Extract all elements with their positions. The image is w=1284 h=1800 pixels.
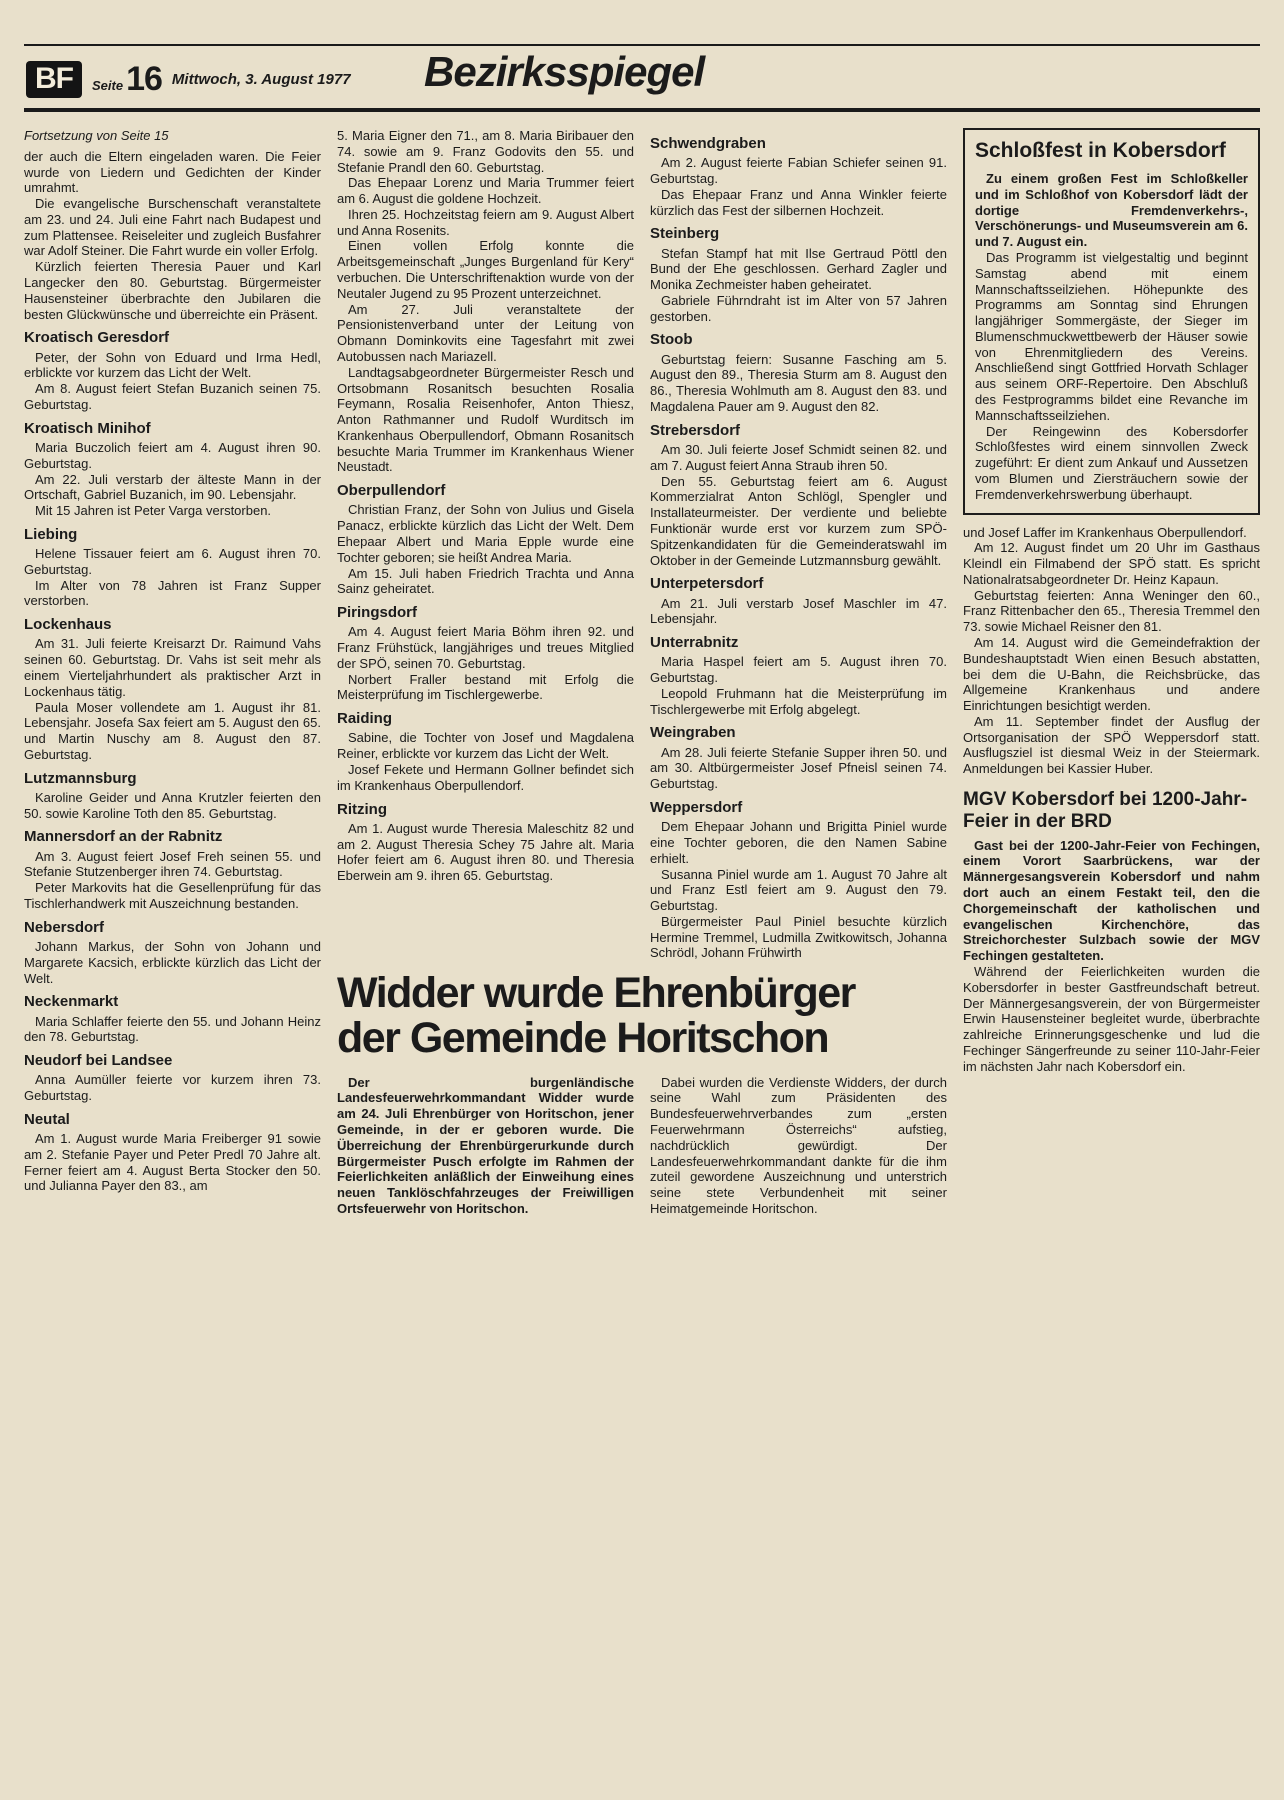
paragraph: Norbert Fraller bestand mit Erfolg die Meisterprüfung im Tischlergewerbe. <box>337 671 634 703</box>
box-heading: Schloßfest in Kobersdorf <box>975 139 1226 162</box>
paragraph: Helene Tissauer feiert am 6. August ihren 70. Geburtstag. <box>24 546 321 577</box>
paragraph: Geburtstag feierten: Anna Weninger den 60., Franz Rittenbacher den 65., Theresia Tremmel den 73. sowie Michael Reisner den 81. <box>963 587 1260 635</box>
paragraph: Am 27. Juli veranstaltete der Pensionistenverband unter der Leitung von Obmann Dominkovits eine Tagesfahrt mit zwei Autobussen nach Mariazell. <box>337 301 634 364</box>
paragraph: Maria Schlaffer feierte den 55. und Johann Heinz den 78. Geburtstag. <box>24 1013 321 1045</box>
section-heading: Neutal <box>24 1110 70 1128</box>
section-heading: Lutzmannsburg <box>24 769 137 787</box>
paragraph: Peter, der Sohn von Eduard und Irma Hedl, erblickte vor kurzem das Licht der Welt. <box>24 349 321 381</box>
masthead-logo: BF <box>26 61 82 98</box>
paper-title: Bezirksspiegel <box>424 48 705 95</box>
section-heading: Ritzing <box>337 800 387 818</box>
paragraph: Einen vollen Erfolg konnte die Arbeitsgemeinschaft „Junges Burgenland für Kery“ verbuchen. Die Unterschriftenaktion wurde von der Neutaler Jugend zu 95 Prozent unterzeichnet. <box>337 238 634 301</box>
paragraph: Dem Ehepaar Johann und Brigitta Piniel wurde eine Tochter geboren, die den Namen Sabine erhielt. <box>650 819 947 866</box>
section-heading: Neudorf bei Landsee <box>24 1052 173 1070</box>
box-body <box>975 171 1248 502</box>
paragraph: Am 1. August wurde Theresia Maleschitz 82 und am 2. August Theresia Schey 75 Jahre alt. Maria Hofer feiert am 6. August ihren 80. und Theresia Eberwein am 9. ihren 65. Geburtstag. <box>337 820 634 884</box>
section-heading: Nebersdorf <box>24 918 105 936</box>
column-3 <box>650 128 947 961</box>
paragraph: Johann Markus, der Sohn von Johann und Margarete Kacsich, erblickte kürzlich das Licht der Welt. <box>24 939 321 986</box>
paragraph: Ihren 25. Hochzeitstag feiern am 9. August Albert und Anna Rosenits. <box>337 206 634 238</box>
section-heading: Kroatisch Geresdorf <box>24 329 170 347</box>
paragraph: Sabine, die Tochter von Josef und Magdalena Reiner, erblickte vor kurzem das Licht der Welt. <box>337 730 634 762</box>
header-rule <box>24 108 1260 112</box>
paragraph: Am 1. August wurde Maria Freiberger 91 sowie am 2. Stefanie Payer und Peter Predl 70 Jahre alt. Ferner feiert am 4. August Berta Stocker den 50. und Julianna Payer den 83., am <box>24 1131 321 1194</box>
paragraph: Anna Aumüller feierte vor kurzem ihren 73. Geburtstag. <box>24 1072 321 1104</box>
section-heading: Unterpetersdorf <box>650 575 764 593</box>
section-heading: Stoob <box>650 331 693 349</box>
paragraph: Leopold Fruhmann hat die Meisterprüfung im Tischlergewerbe mit Erfolg abgelegt. <box>650 685 947 717</box>
paragraph: Josef Fekete und Hermann Gollner befindet sich im Krankenhaus Oberpullendorf. <box>337 762 634 793</box>
paragraph: Susanna Piniel wurde am 1. August 70 Jahre alt und Franz Estl feiert am 9. August den 79. Geburtstag. <box>650 866 947 914</box>
page-content <box>24 128 1260 1217</box>
paragraph: Bürgermeister Paul Piniel besuchte kürzlich Hermine Tremmel, Ludmilla Zwitkowitsch, Johanna Schrödl, Johann Frühwirth <box>650 913 947 961</box>
feature-article <box>337 971 947 1216</box>
section-heading: Unterrabnitz <box>650 634 739 652</box>
paragraph: Peter Markovits hat die Gesellenprüfung für das Tischlerhandwerk mit Auszeichnung bestanden. <box>24 880 321 911</box>
paragraph: Am 11. September findet der Ausflug der Ortsorganisation der SPÖ Weppersdorf statt. Ausflugsziel ist diesmal Weiz in der Steiermark. Anmeldungen bei Kassier Huber. <box>963 713 1260 777</box>
paragraph: Geburtstag feiern: Susanne Fasching am 5. August den 89., Theresia Sturm am 8. August den 86., Theresia Wohlmuth am 8. August den 83. und Magdalena Pauer am 9. August den 82. <box>650 351 947 415</box>
paragraph: Christian Franz, der Sohn von Julius und Gisela Panacz, erblickte kürzlich das Licht der Welt. Dem Ehepaar Albert und Maria Epple wurde eine Tochter geboren; sie heißt Andrea Maria. <box>337 502 634 565</box>
paragraph: Fortsetzung von Seite 15 <box>24 128 169 143</box>
section-heading: Raiding <box>337 710 392 728</box>
section-heading: Mannersdorf an der Rabnitz <box>24 828 223 846</box>
paragraph: und Josef Laffer im Krankenhaus Oberpullendorf. <box>963 524 1247 540</box>
paragraph: Am 8. August feiert Stefan Buzanich seinen 75. Geburtstag. <box>24 381 321 412</box>
paragraph: Am 28. Juli feierte Stefanie Supper ihren 50. und am 30. Altbürgermeister Josef Pfneisl seinen 74. Geburtstag. <box>650 744 947 792</box>
paragraph: Am 15. Juli haben Friedrich Trachta und Anna Sainz geheiratet. <box>337 565 634 597</box>
column-4 <box>963 128 1260 1217</box>
paragraph: Das Programm ist vielgestaltig und beginnt Samstag abend mit einem Mannschaftsseilziehen. Höhepunkte des Programms am Sonntag sind Ehrungen langjähriger Sommergäste, der Sieger im Blumenschmuckwettbewerb der Häuser sowie von Ehrenmitgliedern des Vereins. Anschließend singt Gottfried Horvath Schlager aus seinem ORF-Repertoire. Den Abschluß des Festprogramms bildet eine Revanche im Mannschaftsseilziehen. <box>975 250 1248 423</box>
feature-headline-line-1: Widder wurde Ehrenbürger <box>337 969 855 1018</box>
paragraph: Der Reingewinn des Kobersdorfer Schloßfestes wird einem sinnvollen Zweck zugeführt: Er dient zum Ankauf und Aussetzen vom Blumen und Ziersträuchern sowie der Fremdenverkehrswerbung überhaupt. <box>975 423 1248 502</box>
section-heading: Weingraben <box>650 724 736 742</box>
paragraph: Den 55. Geburtstag feiert am 6. August Kommerzialrat Anton Schlögl, Spengler und Installateurmeister. Der verdiente und beliebte Funktionär wurde erst vor kurzem zum SPÖ-Spitzenkandidaten für die Gemeinderatswahl im Oktober in der Gemeinde Lutzmannsburg gewählt. <box>650 473 947 568</box>
feature-body: Dabei wurden die Verdienste Widders, der durch seine Wahl zum Präsidenten des Bundesfeuerwehrverbandes zum „ersten Feuerwehrmann Österreichs“ aufstieg, nachdrücklich gewürdigt. Der Landesfeuerwehrkommandant dankte für die ihm zuteil gewordene Auszeichnung und unterstrich seine stete Verbundenheit mit seiner Heimatgemeinde Horitschon. <box>650 1074 947 1216</box>
paragraph: Während der Feierlichkeiten wurden die Kobersdorfer in bester Gastfreundschaft betreut. Der Männergesangsverein, der von Bürgermeister Erwin Hausensteiner begleitet wurde, überbrachte zahlreiche Erinnerungsgeschenke und lud die Fechinger Sängerfreunde zu seiner 110-Jahr-Feier im nächsten Jahr nach Kobersdorf ein. <box>963 963 1260 1074</box>
paragraph: Zu einem großen Fest im Schloßkeller und im Schloßhof von Kobersdorf lädt der dortige Fremdenverkehrs-, Verschönerungs- und Museumsverein am 6. und 7. August ein. <box>975 171 1248 250</box>
paragraph: Das Ehepaar Lorenz und Maria Trummer feiert am 6. August die goldene Hochzeit. <box>337 175 634 207</box>
paragraph: Am 21. Juli verstarb Josef Maschler im 47. Lebensjahr. <box>650 595 947 627</box>
paragraph: der auch die Eltern eingeladen waren. Die Feier wurde von Liedern und Gedichten der Kinder umrahmt. <box>24 148 321 196</box>
issue-date: Mittwoch, 3. August 1977 <box>171 70 351 88</box>
feature-lead: Der burgenländische Landesfeuerwehrkommandant Widder wurde am 24. Juli Ehrenbürger von Horitschon, jener Gemeinde, in der er geboren wurde. Die Überreichung der Ehrenbürgerurkunde durch Bürgermeister Pusch erfolgte im Rahmen der Feierlichkeiten anläßlich der Einweihung eines neuen Tanklöschfahrzeuges der Freiwilligen Ortsfeuerwehr von Horitschon. <box>337 1074 634 1216</box>
paragraph: Paula Moser vollendete am 1. August ihr 81. Lebensjahr. Josefa Sax feiert am 5. August den 65. und Martin Nuschy am 8. August den 87. Geburtstag. <box>24 699 321 762</box>
section-heading: Kroatisch Minihof <box>24 419 151 437</box>
paragraph: Am 12. August findet um 20 Uhr im Gasthaus Kleindl ein Filmabend der SPÖ statt. Es spricht Nationalratsabgeordneter Dr. Heinz Kapaun. <box>963 540 1260 587</box>
paragraph: Am 2. August feierte Fabian Schiefer seinen 91. Geburtstag. <box>650 155 947 186</box>
paragraph: Stefan Stampf hat mit Ilse Gertraud Pöttl den Bund der Ehe geschlossen. Gerhard Zagler und Monika Zechmeister haben geheiratet. <box>650 245 947 293</box>
page-number: 16 <box>126 59 162 98</box>
column-4-rest <box>963 525 1260 1075</box>
section-heading: Weppersdorf <box>650 798 743 816</box>
section-heading: Strebersdorf <box>650 421 741 439</box>
section-heading: Steinberg <box>650 225 720 243</box>
paragraph: Maria Haspel feiert am 5. August ihren 70. Geburtstag. <box>650 654 947 686</box>
column-1 <box>24 128 321 1217</box>
page-number-group <box>92 60 162 99</box>
feature-columns <box>337 1075 947 1217</box>
masthead <box>24 46 1260 108</box>
section-heading: Piringsdorf <box>337 604 418 622</box>
paragraph: Am 30. Juli feierte Josef Schmidt seinen 82. und am 7. August feiert Anna Straub ihren 50. <box>650 442 947 473</box>
paragraph: Am 22. Juli verstarb der älteste Mann in der Ortschaft, Gabriel Buzanich, im 90. Lebensjahr. <box>24 471 321 503</box>
seite-label: Seite <box>92 77 124 93</box>
column-2 <box>337 128 634 961</box>
paragraph: Gast bei der 1200-Jahr-Feier von Fechingen, einem Vorort Saarbrückens, war der Männergesangsverein Kobersdorf und nahm dort auch an einem Festakt teil, den die Chorgemeinschaft der katholischen und evangelischen Kirchenchöre, das Streichorchester Sulzbach sowie der MGV Fechingen gestalteten. <box>963 837 1260 964</box>
feature-headline-line-2: der Gemeinde Horitschon <box>337 1013 829 1062</box>
section-heading: Schwendgraben <box>650 135 766 152</box>
section-heading: MGV Kobersdorf bei 1200-Jahr-Feier in der BRD <box>963 789 1248 832</box>
section-heading: Neckenmarkt <box>24 993 119 1011</box>
paragraph: Am 31. Juli feierte Kreisarzt Dr. Raimund Vahs seinen 60. Geburtstag. Dr. Vahs ist seit mehr als einem Vierteljahrhundert als praktischer Arzt in Lockenhaus tätig. <box>24 636 321 699</box>
paragraph: Am 3. August feiert Josef Freh seinen 55. und Stefanie Stutzenberger ihren 74. Geburtstag. <box>24 848 321 880</box>
paragraph: Mit 15 Jahren ist Peter Varga verstorben. <box>35 503 272 519</box>
paragraph: Die evangelische Burschenschaft veranstaltete am 23. und 24. Juli eine Fahrt nach Budapest und zum Plattensee. Reiseleiter und zugleich Busfahrer war Adolf Steiner. Die Fahrt wurde ein voller Erfolg. <box>24 196 321 259</box>
section-heading: Liebing <box>24 525 78 543</box>
paragraph: Am 14. August wird die Gemeindefraktion der Bundeshauptstadt Wien einen Besuch abstatten, bei dem die U-Bahn, die Reichsbrücke, das Allgemeine Krankenhaus und andere Einrichtungen besichtigt werden. <box>963 634 1260 714</box>
paragraph: Landtagsabgeordneter Bürgermeister Resch und Ortsobmann Rosanitsch besuchten Rosalia Feymann, Rosalia Reisenhofer, Anton Thiesz, Anton Rathmanner und Rudolf Wurditsch im Krankenhaus Oberpullendorf, Obmann Rosanitsch besuchte Maria Trummer im Krankenhaus Wiener Neustadt. <box>337 364 634 475</box>
schlossfest-box <box>963 128 1260 515</box>
paragraph: Kürzlich feierten Theresia Pauer und Karl Langecker den 80. Geburtstag. Bürgermeister Hausensteiner überbrachte den Jubilaren die besten Glückwünsche und überreichte ein Präsent. <box>24 259 321 322</box>
paragraph: 5. Maria Eigner den 71., am 8. Maria Biribauer den 74. sowie am 9. Franz Godovits den 55. und Stefanie Prandl den 60. Geburtstag. <box>337 128 634 175</box>
paragraph: Maria Buczolich feiert am 4. August ihren 90. Geburtstag. <box>24 439 321 471</box>
paragraph: Im Alter von 78 Jahren ist Franz Supper verstorben. <box>24 577 321 609</box>
section-heading: Lockenhaus <box>24 616 112 634</box>
paragraph: Gabriele Führndraht ist im Alter von 57 Jahren gestorben. <box>650 292 947 324</box>
paragraph: Das Ehepaar Franz und Anna Winkler feierte kürzlich das Fest der silbernen Hochzeit. <box>650 186 947 218</box>
paragraph: Karoline Geider und Anna Krutzler feierten den 50. sowie Karoline Toth den 85. Geburtstag. <box>24 789 321 821</box>
section-heading: Oberpullendorf <box>337 482 446 500</box>
feature-headline <box>337 971 947 1060</box>
paragraph: Am 4. August feiert Maria Böhm ihren 92. und Franz Frühstück, langjähriges und treues Mitglied der SPÖ, seinen 70. Geburtstag. <box>337 624 634 671</box>
middle-section <box>337 128 947 1217</box>
middle-columns <box>337 128 947 961</box>
